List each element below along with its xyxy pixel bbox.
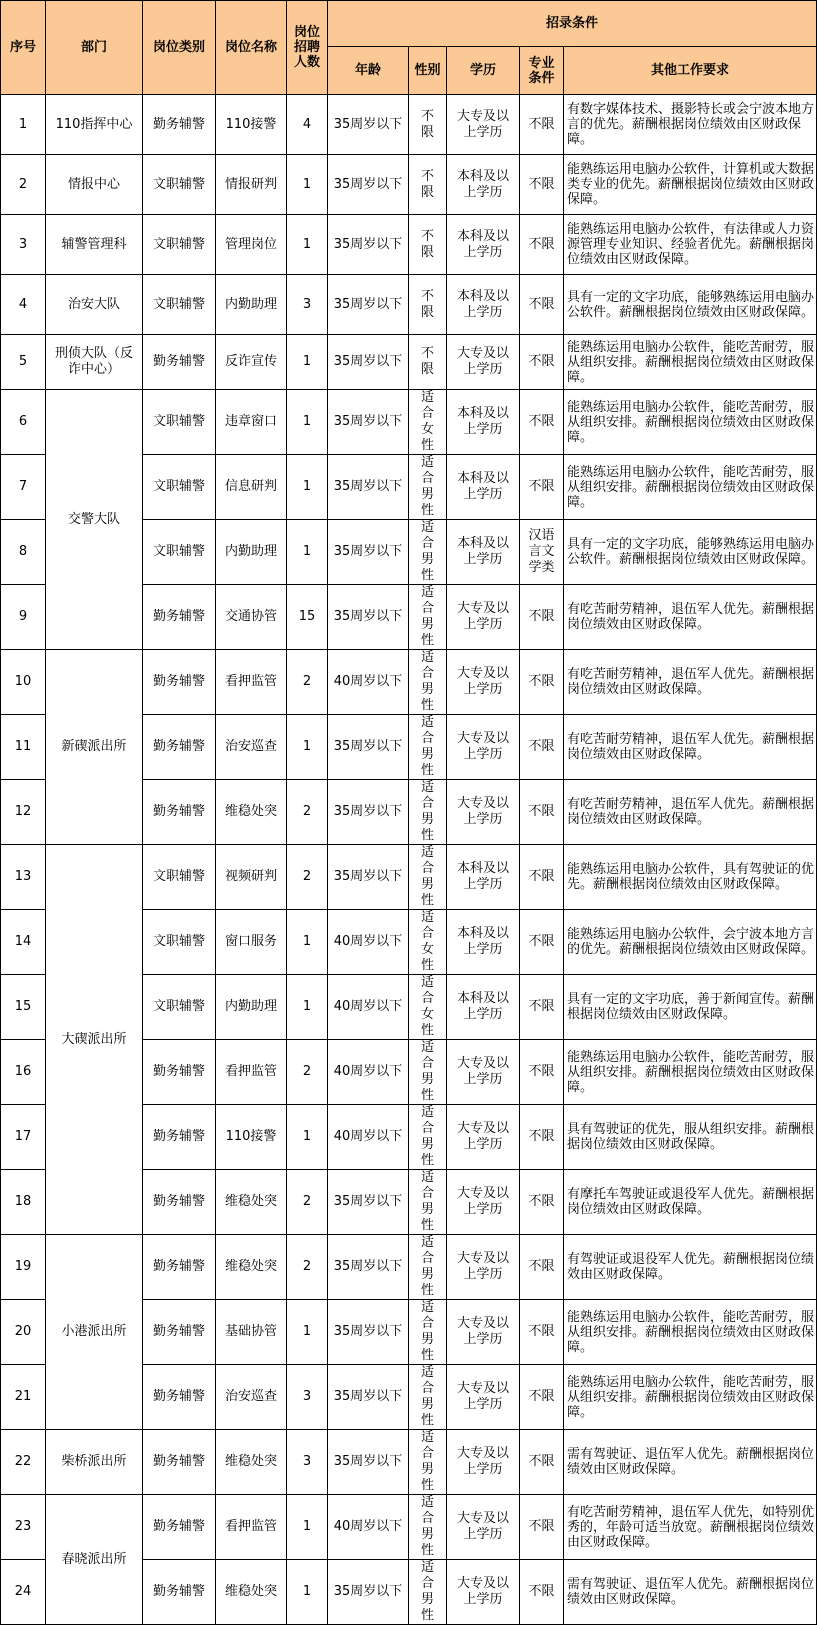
cell-position: 维稳处突 [216,1170,287,1235]
cell-gender: 适合男性 [409,1170,447,1235]
header-dept: 部门 [46,1,143,95]
cell-seq: 13 [1,845,46,910]
cell-age: 35周岁以下 [328,780,409,845]
cell-count: 1 [287,455,328,520]
cell-seq: 11 [1,715,46,780]
cell-count: 2 [287,1170,328,1235]
table-row [1,390,817,455]
cell-count: 1 [287,975,328,1040]
cell-dept: 刑侦大队（反诈中心） [46,335,143,390]
cell-position: 治安巡查 [216,715,287,780]
cell-major: 不限 [520,95,564,155]
cell-position: 看押监管 [216,1040,287,1105]
cell-position: 窗口服务 [216,910,287,975]
cell-category: 文职辅警 [143,910,216,975]
cell-age: 35周岁以下 [328,1365,409,1430]
cell-category: 文职辅警 [143,845,216,910]
cell-education: 本科及以上学历 [447,910,520,975]
cell-other: 需有驾驶证、退伍军人优先。薪酬根据岗位绩效由区财政保障。 [564,1430,817,1495]
cell-age: 35周岁以下 [328,715,409,780]
cell-other: 有驾驶证或退役军人优先。薪酬根据岗位绩效由区财政保障。 [564,1235,817,1300]
cell-education: 本科及以上学历 [447,520,520,585]
cell-other: 有摩托车驾驶证或退役军人优先。薪酬根据岗位绩效由区财政保障。 [564,1170,817,1235]
cell-position: 110接警 [216,95,287,155]
cell-count: 1 [287,1105,328,1170]
cell-seq: 3 [1,215,46,275]
header-age: 年龄 [328,47,409,95]
cell-other: 具有一定的文字功底，能够熟练运用电脑办公软件。薪酬根据岗位绩效由区财政保障。 [564,520,817,585]
cell-major: 不限 [520,1495,564,1560]
cell-seq: 20 [1,1300,46,1365]
cell-other: 能熟练运用电脑办公软件，具有驾驶证的优先。薪酬根据岗位绩效由区财政保障。 [564,845,817,910]
cell-major: 不限 [520,335,564,390]
cell-age: 35周岁以下 [328,1560,409,1625]
cell-gender: 适合男性 [409,715,447,780]
cell-count: 2 [287,1040,328,1105]
cell-category: 文职辅警 [143,155,216,215]
cell-dept: 110指挥中心 [46,95,143,155]
cell-count: 1 [287,335,328,390]
cell-education: 大专及以上学历 [447,1365,520,1430]
table-header [1,1,817,95]
cell-seq: 16 [1,1040,46,1105]
cell-seq: 15 [1,975,46,1040]
cell-gender: 适合女性 [409,910,447,975]
cell-count: 1 [287,155,328,215]
cell-count: 3 [287,275,328,335]
cell-education: 大专及以上学历 [447,585,520,650]
cell-other: 有吃苦耐劳精神，退伍军人优先，如特别优秀的，年龄可适当放宽。薪酬根据岗位绩效由区财政保障。 [564,1495,817,1560]
cell-other: 有数字媒体技术、摄影特长或会宁波本地方言的优先。薪酬根据岗位绩效由区财政保障。 [564,95,817,155]
cell-category: 勤务辅警 [143,585,216,650]
cell-position: 维稳处突 [216,1235,287,1300]
cell-category: 文职辅警 [143,390,216,455]
cell-gender: 适合男性 [409,780,447,845]
cell-other: 能熟练运用电脑办公软件，能吃苦耐劳，服从组织安排。薪酬根据岗位绩效由区财政保障。 [564,1300,817,1365]
cell-education: 本科及以上学历 [447,455,520,520]
cell-seq: 21 [1,1365,46,1430]
cell-age: 40周岁以下 [328,1495,409,1560]
cell-age: 35周岁以下 [328,1170,409,1235]
cell-age: 35周岁以下 [328,1235,409,1300]
cell-category: 勤务辅警 [143,335,216,390]
cell-education: 本科及以上学历 [447,845,520,910]
table-row [1,650,817,715]
cell-category: 勤务辅警 [143,1365,216,1430]
cell-count: 2 [287,1235,328,1300]
cell-category: 勤务辅警 [143,1430,216,1495]
cell-education: 大专及以上学历 [447,1430,520,1495]
cell-other: 能熟练运用电脑办公软件，能吃苦耐劳，服从组织安排。薪酬根据岗位绩效由区财政保障。 [564,335,817,390]
cell-gender: 适合男性 [409,1105,447,1170]
cell-category: 文职辅警 [143,520,216,585]
cell-category: 文职辅警 [143,215,216,275]
cell-other: 具有一定的文字功底，能够熟练运用电脑办公软件。薪酬根据岗位绩效由区财政保障。 [564,275,817,335]
cell-age: 35周岁以下 [328,95,409,155]
cell-seq: 6 [1,390,46,455]
cell-major: 不限 [520,1040,564,1105]
cell-position: 110接警 [216,1105,287,1170]
cell-gender: 适合男性 [409,455,447,520]
cell-dept: 大碶派出所 [46,845,143,1235]
cell-education: 大专及以上学历 [447,1300,520,1365]
cell-position: 交通协管 [216,585,287,650]
cell-gender: 适合女性 [409,390,447,455]
cell-other: 有吃苦耐劳精神，退伍军人优先。薪酬根据岗位绩效由区财政保障。 [564,650,817,715]
cell-education: 大专及以上学历 [447,715,520,780]
cell-seq: 10 [1,650,46,715]
cell-age: 35周岁以下 [328,215,409,275]
cell-education: 大专及以上学历 [447,1105,520,1170]
cell-gender: 适合男性 [409,1235,447,1300]
cell-position: 反诈宣传 [216,335,287,390]
cell-category: 勤务辅警 [143,1170,216,1235]
cell-position: 维稳处突 [216,1560,287,1625]
cell-seq: 23 [1,1495,46,1560]
cell-dept: 小港派出所 [46,1235,143,1430]
cell-position: 内勤助理 [216,520,287,585]
cell-position: 内勤助理 [216,275,287,335]
cell-other: 具有驾驶证的优先，服从组织安排。薪酬根据岗位绩效由区财政保障。 [564,1105,817,1170]
cell-seq: 1 [1,95,46,155]
cell-education: 大专及以上学历 [447,1495,520,1560]
cell-gender: 适合男性 [409,1040,447,1105]
cell-major: 不限 [520,910,564,975]
cell-dept: 柴桥派出所 [46,1430,143,1495]
cell-count: 4 [287,95,328,155]
cell-gender: 适合男性 [409,1560,447,1625]
cell-category: 勤务辅警 [143,1300,216,1365]
cell-education: 大专及以上学历 [447,1560,520,1625]
cell-age: 35周岁以下 [328,455,409,520]
cell-count: 1 [287,520,328,585]
cell-gender: 适合男性 [409,520,447,585]
cell-seq: 5 [1,335,46,390]
table-row [1,845,817,910]
cell-age: 35周岁以下 [328,155,409,215]
cell-position: 维稳处突 [216,1430,287,1495]
cell-dept: 辅警管理科 [46,215,143,275]
cell-age: 40周岁以下 [328,650,409,715]
cell-age: 40周岁以下 [328,1105,409,1170]
cell-gender: 不限 [409,335,447,390]
cell-count: 1 [287,215,328,275]
cell-seq: 2 [1,155,46,215]
cell-position: 情报研判 [216,155,287,215]
cell-gender: 不限 [409,95,447,155]
cell-category: 勤务辅警 [143,780,216,845]
cell-major: 不限 [520,845,564,910]
cell-major: 不限 [520,715,564,780]
header-category: 岗位类别 [143,1,216,95]
header-other: 其他工作要求 [564,47,817,95]
table-row [1,95,817,155]
cell-category: 文职辅警 [143,975,216,1040]
cell-position: 看押监管 [216,650,287,715]
cell-count: 3 [287,1430,328,1495]
cell-education: 本科及以上学历 [447,215,520,275]
cell-gender: 适合女性 [409,975,447,1040]
cell-other: 具有一定的文字功底，善于新闻宣传。薪酬根据岗位绩效由区财政保障。 [564,975,817,1040]
table-row [1,215,817,275]
cell-gender: 不限 [409,275,447,335]
cell-education: 本科及以上学历 [447,155,520,215]
cell-major: 不限 [520,1105,564,1170]
cell-count: 1 [287,390,328,455]
header-position: 岗位名称 [216,1,287,95]
cell-major: 不限 [520,780,564,845]
cell-other: 能熟练运用电脑办公软件，有法律或人力资源管理专业知识、经验者优先。薪酬根据岗位绩效由区财政保障。 [564,215,817,275]
cell-other: 能熟练运用电脑办公软件，能吃苦耐劳，服从组织安排。薪酬根据岗位绩效由区财政保障。 [564,455,817,520]
cell-other: 能熟练运用电脑办公软件，能吃苦耐劳，服从组织安排。薪酬根据岗位绩效由区财政保障。 [564,390,817,455]
header-seq: 序号 [1,1,46,95]
cell-count: 3 [287,1365,328,1430]
cell-seq: 4 [1,275,46,335]
cell-gender: 适合男性 [409,845,447,910]
table-row [1,335,817,390]
cell-category: 勤务辅警 [143,1105,216,1170]
cell-position: 维稳处突 [216,780,287,845]
cell-position: 管理岗位 [216,215,287,275]
cell-seq: 18 [1,1170,46,1235]
cell-other: 有吃苦耐劳精神，退伍军人优先。薪酬根据岗位绩效由区财政保障。 [564,585,817,650]
cell-gender: 适合男性 [409,1300,447,1365]
cell-seq: 8 [1,520,46,585]
cell-age: 35周岁以下 [328,1300,409,1365]
cell-major: 不限 [520,1365,564,1430]
cell-dept: 交警大队 [46,390,143,650]
cell-position: 基础协管 [216,1300,287,1365]
cell-major: 不限 [520,275,564,335]
cell-category: 勤务辅警 [143,715,216,780]
header-conditions: 招录条件 [328,1,817,47]
cell-education: 大专及以上学历 [447,335,520,390]
cell-major: 不限 [520,650,564,715]
table-row [1,1235,817,1300]
cell-seq: 7 [1,455,46,520]
cell-category: 勤务辅警 [143,95,216,155]
cell-other: 能熟练运用电脑办公软件，能吃苦耐劳，服从组织安排。薪酬根据岗位绩效由区财政保障。 [564,1040,817,1105]
cell-dept: 春晓派出所 [46,1495,143,1625]
cell-category: 勤务辅警 [143,1040,216,1105]
cell-seq: 12 [1,780,46,845]
header-major: 专业条件 [520,47,564,95]
cell-major: 汉语言文学类 [520,520,564,585]
cell-gender: 不限 [409,155,447,215]
cell-count: 1 [287,1495,328,1560]
cell-count: 1 [287,910,328,975]
cell-age: 40周岁以下 [328,975,409,1040]
cell-age: 35周岁以下 [328,390,409,455]
cell-major: 不限 [520,155,564,215]
cell-other: 有吃苦耐劳精神，退伍军人优先。薪酬根据岗位绩效由区财政保障。 [564,780,817,845]
cell-seq: 14 [1,910,46,975]
cell-position: 治安巡查 [216,1365,287,1430]
cell-position: 看押监管 [216,1495,287,1560]
cell-dept: 情报中心 [46,155,143,215]
cell-age: 35周岁以下 [328,275,409,335]
cell-position: 视频研判 [216,845,287,910]
cell-count: 1 [287,715,328,780]
cell-age: 40周岁以下 [328,1040,409,1105]
cell-category: 文职辅警 [143,455,216,520]
cell-other: 能熟练运用电脑办公软件，会宁波本地方言的优先。薪酬根据岗位绩效由区财政保障。 [564,910,817,975]
cell-category: 勤务辅警 [143,650,216,715]
cell-gender: 不限 [409,215,447,275]
cell-education: 大专及以上学历 [447,95,520,155]
cell-dept: 新碶派出所 [46,650,143,845]
cell-other: 能熟练运用电脑办公软件，计算机或大数据类专业的优先。薪酬根据岗位绩效由区财政保障。 [564,155,817,215]
cell-education: 本科及以上学历 [447,975,520,1040]
cell-count: 2 [287,845,328,910]
cell-seq: 9 [1,585,46,650]
cell-major: 不限 [520,1235,564,1300]
header-education: 学历 [447,47,520,95]
cell-age: 40周岁以下 [328,910,409,975]
cell-major: 不限 [520,215,564,275]
table-row [1,1430,817,1495]
cell-gender: 适合男性 [409,585,447,650]
table-row [1,1495,817,1560]
cell-other: 有吃苦耐劳精神，退伍军人优先。薪酬根据岗位绩效由区财政保障。 [564,715,817,780]
cell-education: 大专及以上学历 [447,1040,520,1105]
cell-category: 勤务辅警 [143,1495,216,1560]
table-row [1,155,817,215]
cell-position: 内勤助理 [216,975,287,1040]
cell-seq: 24 [1,1560,46,1625]
header-gender: 性别 [409,47,447,95]
cell-age: 35周岁以下 [328,845,409,910]
cell-age: 35周岁以下 [328,585,409,650]
cell-count: 2 [287,650,328,715]
cell-major: 不限 [520,1300,564,1365]
cell-major: 不限 [520,585,564,650]
cell-count: 1 [287,1300,328,1365]
cell-category: 文职辅警 [143,275,216,335]
cell-gender: 适合男性 [409,1495,447,1560]
cell-major: 不限 [520,975,564,1040]
cell-position: 违章窗口 [216,390,287,455]
cell-count: 1 [287,1560,328,1625]
cell-education: 本科及以上学历 [447,275,520,335]
cell-position: 信息研判 [216,455,287,520]
cell-seq: 17 [1,1105,46,1170]
cell-category: 勤务辅警 [143,1560,216,1625]
cell-other: 需有驾驶证、退伍军人优先。薪酬根据岗位绩效由区财政保障。 [564,1560,817,1625]
cell-age: 35周岁以下 [328,520,409,585]
cell-gender: 适合男性 [409,1430,447,1495]
cell-major: 不限 [520,1170,564,1235]
cell-education: 大专及以上学历 [447,1170,520,1235]
cell-category: 勤务辅警 [143,1235,216,1300]
table-row [1,275,817,335]
cell-gender: 适合男性 [409,650,447,715]
cell-major: 不限 [520,455,564,520]
cell-education: 大专及以上学历 [447,1235,520,1300]
cell-major: 不限 [520,1560,564,1625]
cell-education: 大专及以上学历 [447,650,520,715]
cell-education: 大专及以上学历 [447,780,520,845]
header-count: 岗位招聘人数 [287,1,328,95]
cell-age: 35周岁以下 [328,335,409,390]
cell-count: 2 [287,780,328,845]
cell-gender: 适合男性 [409,1365,447,1430]
cell-age: 35周岁以下 [328,1430,409,1495]
cell-major: 不限 [520,390,564,455]
cell-count: 15 [287,585,328,650]
cell-education: 本科及以上学历 [447,390,520,455]
table-body [1,95,817,1625]
cell-major: 不限 [520,1430,564,1495]
cell-other: 能熟练运用电脑办公软件，能吃苦耐劳，服从组织安排。薪酬根据岗位绩效由区财政保障。 [564,1365,817,1430]
cell-dept: 治安大队 [46,275,143,335]
cell-seq: 22 [1,1430,46,1495]
cell-seq: 19 [1,1235,46,1300]
